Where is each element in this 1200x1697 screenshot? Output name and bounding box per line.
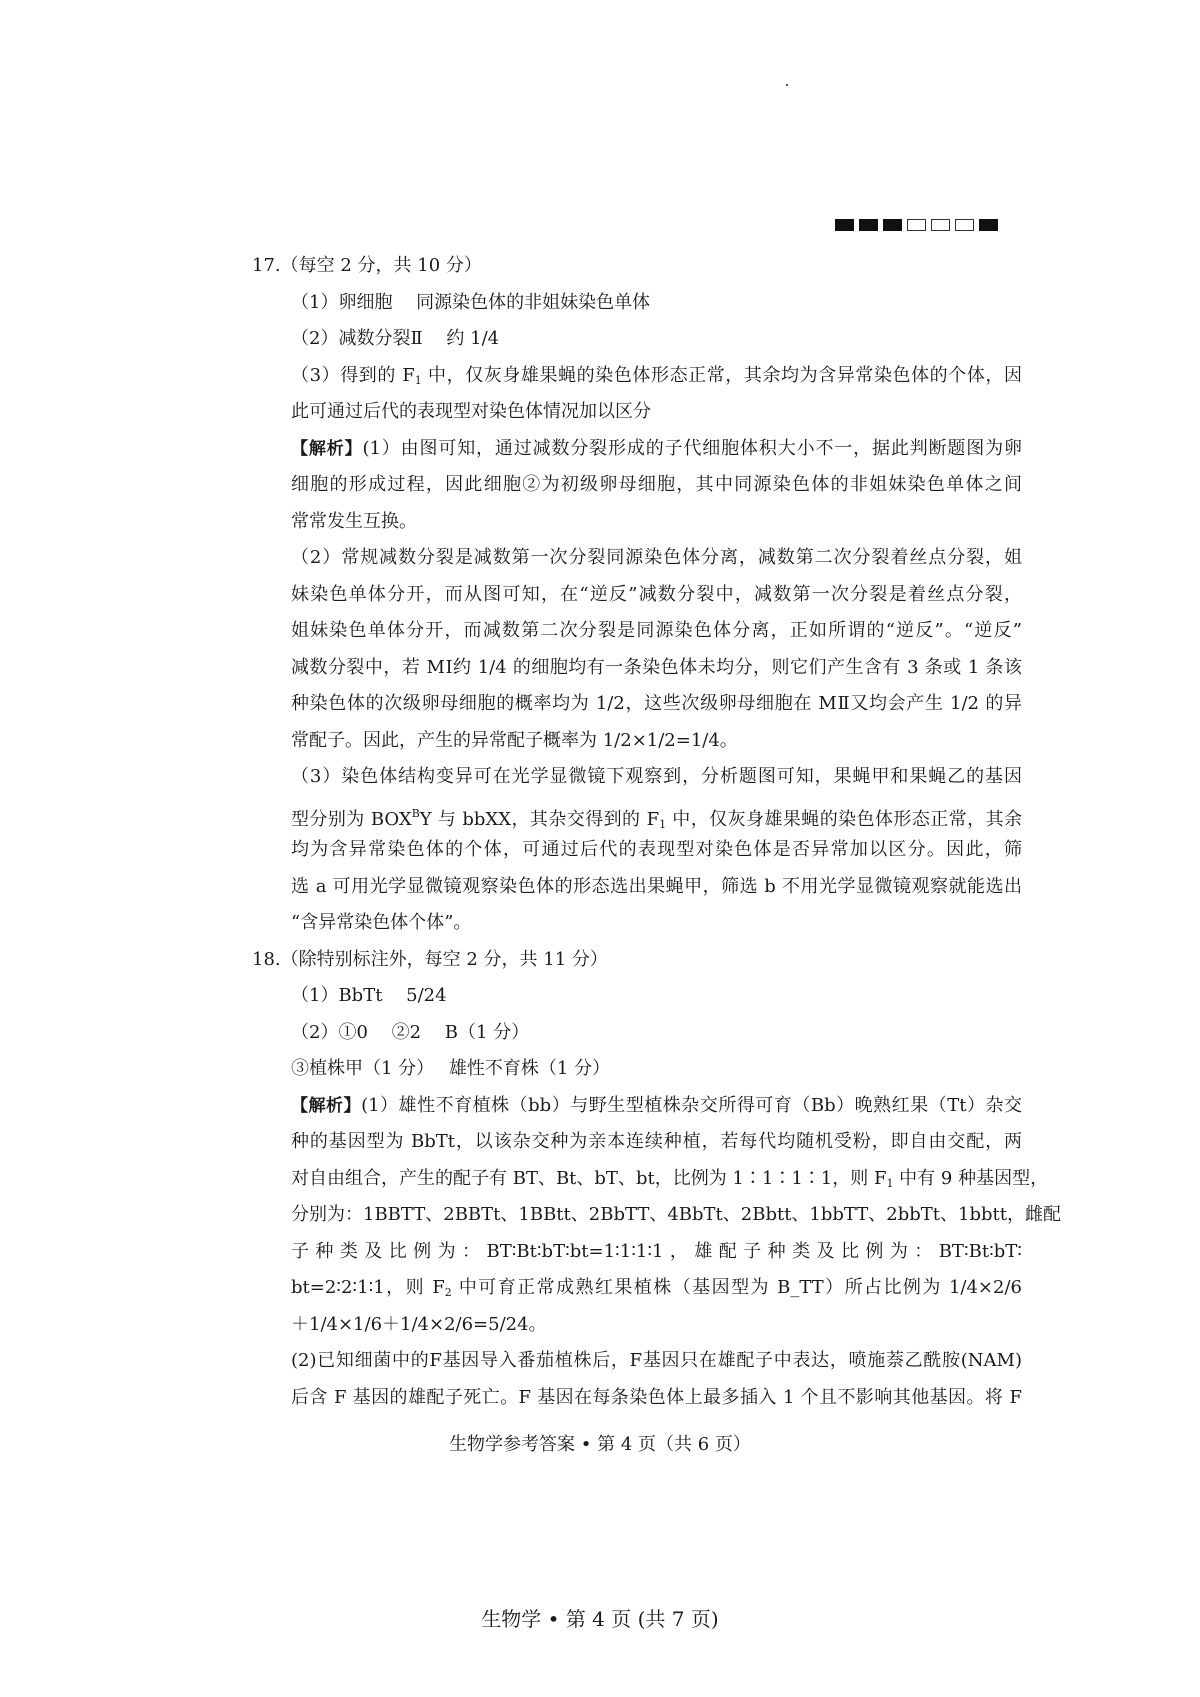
q18-analysis-1: 【解析】(1）雄性不育植株（bb）与野生型植株杂交所得可育（Bb）晚熟红果（Tt）杂交: [291, 1094, 1023, 1116]
q18-analysis-line: ＋1/4×1/6＋1/4×2/6=5/24。: [291, 1313, 547, 1335]
q17-analysis-line: 选 a 可用光学显微镜观察染色体的形态选出果蝇甲，筛选 b 不用光学显微镜观察就能选出: [291, 875, 1022, 897]
q17-analysis-line: 种染色体的次级卵母细胞的概率均为 1/2，这些次级卵母细胞在 MⅡ又均会产生 1/2 的异: [291, 693, 1022, 714]
q17-analysis-line: 均为含异常染色体的个体，可通过后代的表现型对染色体是否异常加以区分。因此，筛: [291, 839, 1022, 860]
answer-content: [252, 248, 1061, 1416]
q17-analysis-line: 减数分裂中，若 MⅠ约 1/4 的细胞均有一条染色体未均分，则它们产生含有 3 条或 1 条该: [291, 656, 1022, 678]
q18-analysis-line: 子种类及比例为：BT∶Bt∶bT∶bt=1∶1∶1∶1，雄配子种类及比例为：BT∶Bt∶bT∶: [291, 1240, 1022, 1262]
q18-answer-2: （2）①0 ②2 B（1 分）: [291, 1021, 530, 1043]
q17-analysis-line: （2）常规减数分裂是减数第一次分裂同源染色体分离，减数第二次分裂着丝点分裂，姐: [291, 547, 1022, 568]
outer-page-footer: 生物学 • 第 4 页 (共 7 页): [481, 1607, 719, 1631]
q17-title: 17.（每空 2 分，共 10 分）: [252, 255, 482, 276]
analysis-tag: 【解析】: [291, 438, 363, 459]
q18-answer-1: （1）BbTt 5/24: [291, 985, 447, 1006]
q17-analysis-line: 细胞的形成过程，因此细胞②为初级卵母细胞，其中同源染色体的非姐妹染色单体之间: [291, 474, 1022, 495]
q17-analysis-line: 型分别为 $BOX^BY$ 与 bbXX，其杂交得到的 $F_1$ 中，仅灰身雄果蝇的染色体形态正常，其余: [291, 806, 1022, 831]
marker-square: [859, 219, 878, 231]
q17-analysis-line: 常配子。因此，产生的异常配子概率为 1/2×1/2=1/4。: [291, 729, 738, 751]
inner-page-footer: 生物学参考答案 • 第 4 页（共 6 页）: [449, 1434, 751, 1455]
q18-answer-3: ③植株甲（1 分） 雄性不育株（1 分）: [291, 1058, 611, 1079]
q18-analysis-line: 种的基因型为 BbTt，以该杂交种为亲本连续种植，若每代均随机受粉，即自由交配，两: [291, 1131, 1022, 1152]
marker-square: [835, 219, 854, 231]
marker-square: [955, 219, 974, 231]
q17-analysis-line: 妹染色单体分开，而从图可知，在“逆反”减数分裂中，减数第一次分裂是着丝点分裂，: [291, 583, 1022, 605]
q17-analysis-line: （3）染色体结构变异可在光学显微镜下观察到，分析题图可知，果蝇甲和果蝇乙的基因: [291, 766, 1022, 787]
q17-answer-3: （3）得到的 $F_1$ 中，仅灰身雄果蝇的染色体形态正常，其余均为含异常染色体的个体，因: [291, 364, 1023, 387]
q18-analysis-line: (2)已知细菌中的F基因导入番茄植株后，F基因只在雄配子中表达，喷施萘乙酰胺(NAM): [291, 1350, 1022, 1371]
q17-analysis-1: 【解析】(1）由图可知，通过减数分裂形成的子代细胞体积大小不一，据此判断题图为卵: [291, 437, 1023, 459]
analysis-tag: 【解析】: [291, 1095, 362, 1116]
q18-analysis-line: bt=2∶2∶1∶1，则 $F_2$ 中可育正常成熟红果植株（基因型为 B_TT）所占比例为 1/4×2/6: [291, 1277, 1022, 1299]
q18-analysis-line: 分别为：1BBTT、2BBTt、1BBtt、2BbTT、4BbTt、2Bbtt、1bbTT、2bbTt、1bbtt，雌配: [291, 1204, 1061, 1225]
scan-mark: [786, 84, 788, 86]
q18-analysis-line: 对自由组合，产生的配子有 BT、Bt、bT、bt，比例为 1∶1∶1∶1，则 $F_1$ 中有 9 种基因型，: [291, 1167, 1049, 1190]
q17-answer-2: （2）减数分裂Ⅱ 约 1/4: [291, 328, 500, 349]
q17-analysis-line: 姐妹染色单体分开，而减数第二次分裂是同源染色体分离，正如所谓的“逆反”。“逆反”: [291, 620, 1022, 641]
marker-square: [931, 219, 950, 231]
q17-analysis-line: 常常发生互换。: [291, 510, 417, 532]
q17-analysis-line: “含异常染色体个体”。: [291, 912, 472, 933]
q18-title: 18.（除特别标注外，每空 2 分，共 11 分）: [252, 948, 608, 970]
q17-answer-3-cont: 此可通过后代的表现型对染色体情况加以区分: [291, 401, 651, 422]
q17-answer-1: （1）卵细胞 同源染色体的非姐妹染色单体: [291, 291, 651, 313]
q18-analysis-line: 后含 F 基因的雄配子死亡。F 基因在每条染色体上最多插入 1 个且不影响其他基因。将 F: [291, 1386, 1022, 1408]
marker-square: [907, 219, 926, 231]
marker-square: [883, 219, 902, 231]
header-marker: [835, 219, 998, 231]
marker-square: [979, 219, 998, 231]
